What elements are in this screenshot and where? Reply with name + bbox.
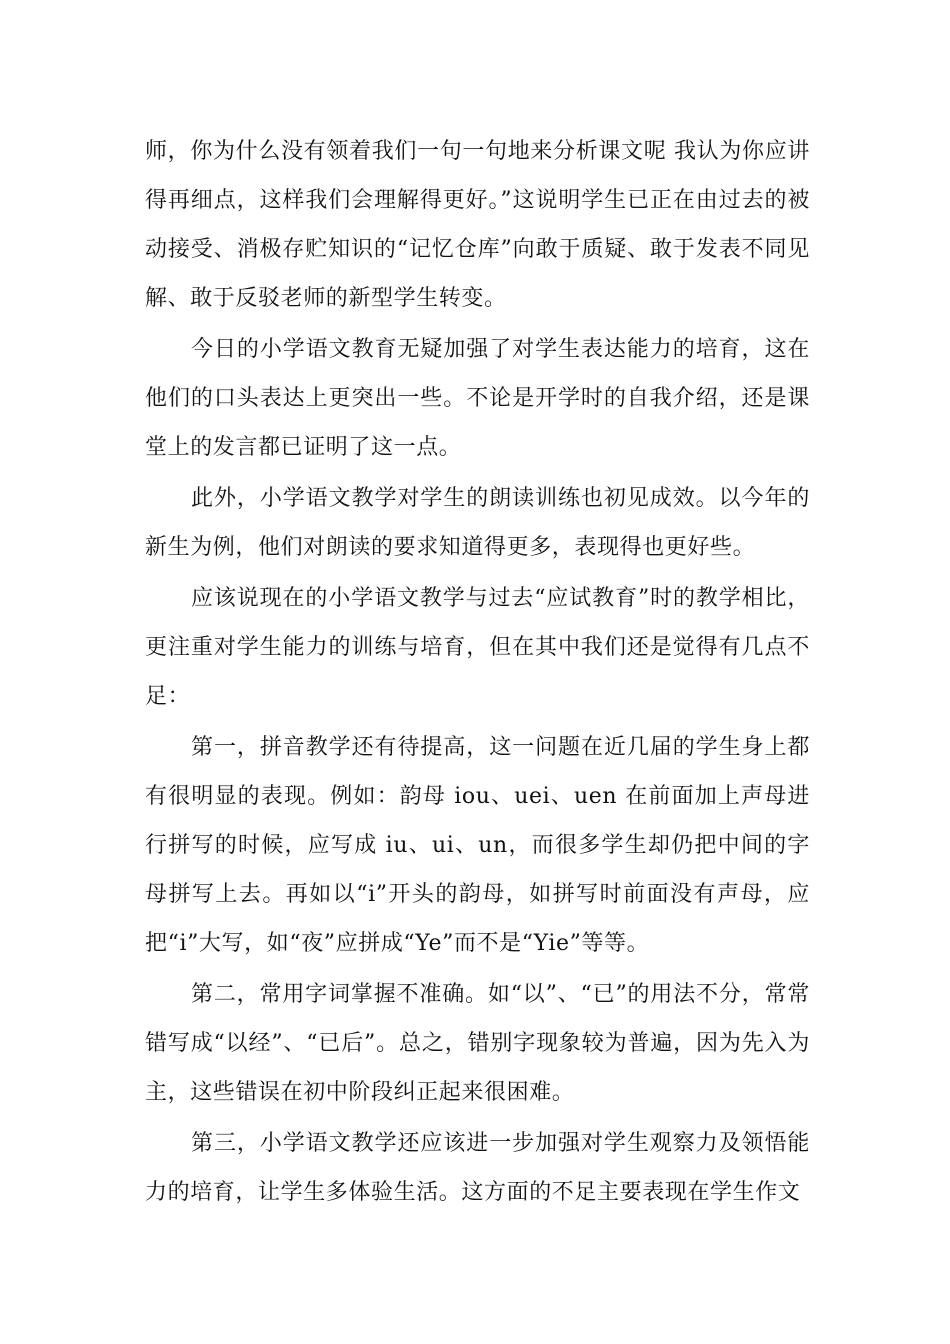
paragraph-6: 第二，常用字词掌握不准确。如“以”、“已”的用法不分，常常错写成“以经”、“已后”。总之，错别字现象较为普遍，因为先入为主，这些错误在初中阶段纠正起来很困难。 — [145, 982, 810, 1105]
paragraph-2: 今日的小学语文教育无疑加强了对学生表达能力的培育，这在他们的口头表达上更突出一些。不论是开学时的自我介绍，还是课堂上的发言都已证明了这一点。 — [145, 337, 810, 460]
paragraph-1: 师，你为什么没有领着我们一句一句地来分析课文呢 我认为你应讲得再细点，这样我们会理解得更好。”这说明学生已正在由过去的被动接受、消极存贮知识的“记忆仓库”向敢于质疑、敢于发表不同见解、敢于反驳老师的新型学生转变。 — [145, 139, 810, 311]
paragraph-5: 第一，拼音教学还有待提高，这一问题在近几届的学生身上都有很明显的表现。例如：韵母 iou、uei、uen 在前面加上声母进行拼写的时候，应写成 iu、ui、un，而很多学生却仍把中间的字母拼写上去。再如以“i”开头的韵母，如拼写时前面没有声母，应把“i”大写，如“夜”应拼成“Ye”而不是“Yie”等等。 — [145, 735, 810, 956]
document-body — [145, 127, 810, 1217]
paragraph-7: 第三，小学语文教学还应该进一步加强对学生观察力及领悟能力的培育，让学生多体验生活。这方面的不足主要表现在学生作文 — [145, 1131, 810, 1205]
paragraph-3: 此外，小学语文教学对学生的朗读训练也初见成效。以今年的新生为例，他们对朗读的要求知道得更多，表现得也更好些。 — [145, 486, 810, 560]
paragraph-4: 应该说现在的小学语文教学与过去“应试教育”时的教学相比，更注重对学生能力的训练与培育，但在其中我们还是觉得有几点不足： — [145, 586, 810, 709]
